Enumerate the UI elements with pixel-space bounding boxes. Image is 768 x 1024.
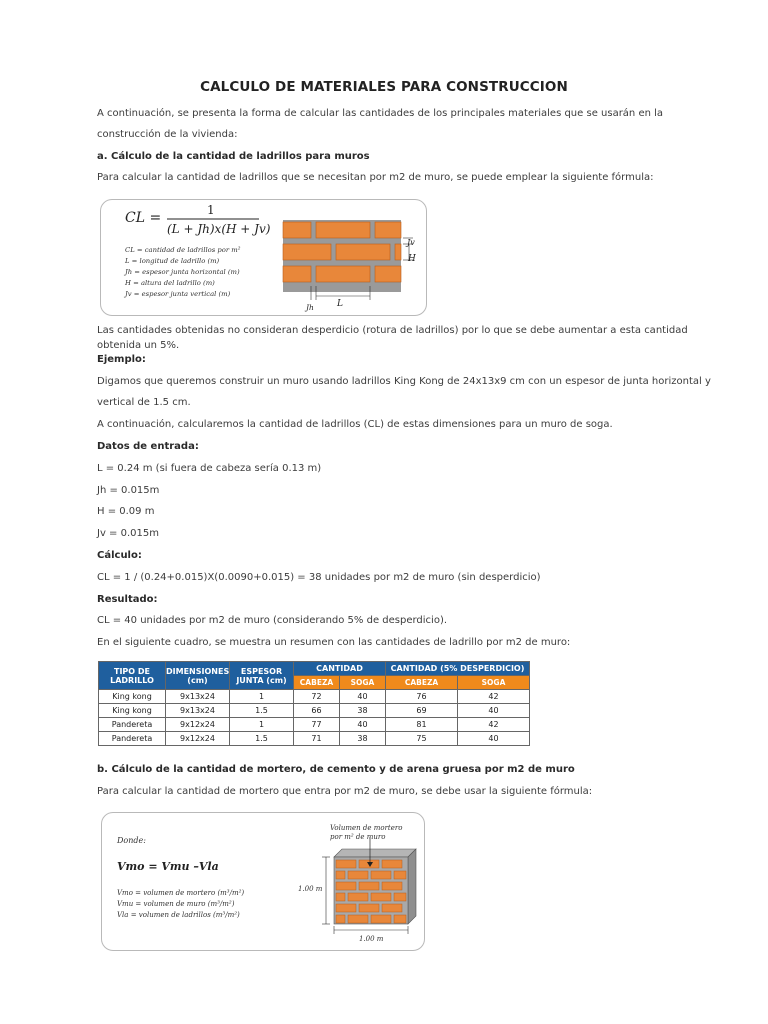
formula-lhs: CL = xyxy=(125,210,162,226)
def-l: L = longitud de ladrillo (m) xyxy=(125,257,220,265)
label-h: H xyxy=(408,254,416,264)
intro-line-2: construcción de la vivienda: xyxy=(97,129,238,140)
label-jh: Jh xyxy=(306,303,314,312)
wall-brick xyxy=(348,915,368,923)
wall-brick xyxy=(371,871,391,879)
brick-summary-table xyxy=(98,661,530,746)
section-a-text: Para calcular la cantidad de ladrillos que se necesitan por m2 de muro, se puede emplear la siguiente fórmula: xyxy=(97,172,654,183)
cell-espesor: 1 xyxy=(230,690,294,704)
table-row xyxy=(99,732,530,746)
donde-label: Donde: xyxy=(117,836,146,845)
wall-brick xyxy=(336,893,345,901)
section-b-heading: b. Cálculo de la cantidad de mortero, de cemento y de arena gruesa por m2 de muro xyxy=(97,764,575,775)
header-cantidad: CANTIDAD xyxy=(294,662,386,676)
mortar-formula-box xyxy=(101,812,425,951)
cell-cantidad-cabeza: 72 xyxy=(294,690,340,704)
brick-formula-figure xyxy=(101,200,426,315)
subheader-soga-desp: SOGA xyxy=(458,676,530,690)
cell-desperdicio-cabeza: 81 xyxy=(386,718,458,732)
subheader-cabeza: CABEZA xyxy=(294,676,340,690)
result-line: CL = 40 unidades por m2 de muro (considerando 5% de desperdicio). xyxy=(97,615,448,626)
mortar-formula-main: Vmo = Vmu –Vla xyxy=(117,860,219,873)
cell-espesor: 1 xyxy=(230,718,294,732)
wall-brick xyxy=(394,915,406,923)
mortar-formula-figure xyxy=(102,813,424,950)
wall-brick xyxy=(382,904,402,912)
cell-cantidad-cabeza: 66 xyxy=(294,704,340,718)
cell-dimensiones: 9x13x24 xyxy=(166,704,230,718)
example-line-2: vertical de 1.5 cm. xyxy=(97,397,191,408)
input-h: H = 0.09 m xyxy=(97,506,155,517)
input-l: L = 0.24 m (si fuera de cabeza sería 0.13 m) xyxy=(97,463,322,474)
def-vmu: Vmu = volumen de muro (m³/m²) xyxy=(117,900,235,908)
def-vla: Vla = volumen de ladrillos (m³/m²) xyxy=(117,911,240,919)
wall-brick xyxy=(336,904,356,912)
wall-brick xyxy=(348,871,368,879)
cell-cantidad-soga: 38 xyxy=(340,732,386,746)
cell-cantidad-cabeza: 77 xyxy=(294,718,340,732)
header-cantidad-desperdicio: CANTIDAD (5% DESPERDICIO) xyxy=(386,662,530,676)
brick-formula-box xyxy=(100,199,427,316)
cell-desperdicio-soga: 42 xyxy=(458,718,530,732)
wall-brick xyxy=(371,893,391,901)
def-h: H = altura del ladrillo (m) xyxy=(125,279,215,287)
document-title: CALCULO DE MATERIALES PARA CONSTRUCCION xyxy=(200,79,568,95)
cell-desperdicio-soga: 42 xyxy=(458,690,530,704)
calc-line: CL = 1 / (0.24+0.015)X(0.0090+0.015) = 38 unidades por m2 de muro (sin desperdicio) xyxy=(97,572,541,583)
label-jv: Jv xyxy=(407,238,415,247)
section-a-heading: a. Cálculo de la cantidad de ladrillos para muros xyxy=(97,151,370,162)
cell-tipo: Pandereta xyxy=(99,718,166,732)
wall-brick xyxy=(359,904,379,912)
cell-desperdicio-soga: 40 xyxy=(458,732,530,746)
cell-tipo: King kong xyxy=(99,690,166,704)
wall-3d-diagram xyxy=(298,824,416,943)
cell-espesor: 1.5 xyxy=(230,704,294,718)
cell-desperdicio-cabeza: 75 xyxy=(386,732,458,746)
formula-numerator: 1 xyxy=(207,203,215,217)
table-intro: En el siguiente cuadro, se muestra un resumen con las cantidades de ladrillo por m2 de muro: xyxy=(97,637,571,648)
section-b-text: Para calcular la cantidad de mortero que entra por m2 de muro, se debe usar la siguiente fórmula: xyxy=(97,786,593,797)
def-vmo: Vmo = volumen de mortero (m³/m²) xyxy=(117,889,245,897)
cell-tipo: Pandereta xyxy=(99,732,166,746)
cell-cantidad-cabeza: 71 xyxy=(294,732,340,746)
wall-brick xyxy=(336,882,356,890)
waste-note-line-2: obtenida un 5%. xyxy=(97,340,180,351)
cell-desperdicio-cabeza: 69 xyxy=(386,704,458,718)
cell-desperdicio-soga: 40 xyxy=(458,704,530,718)
example-line-3: A continuación, calcularemos la cantidad de ladrillos (CL) de estas dimensiones para un muro de soga. xyxy=(97,419,613,430)
cell-cantidad-soga: 40 xyxy=(340,690,386,704)
header-dimensiones: DIMENSIONES (cm) xyxy=(166,662,230,690)
def-jv: Jv = espesor junta vertical (m) xyxy=(125,290,231,298)
brick-wall-diagram xyxy=(283,220,416,312)
result-heading: Resultado: xyxy=(97,594,158,605)
calc-heading: Cálculo: xyxy=(97,550,142,561)
wall-brick xyxy=(336,915,345,923)
formula-denominator: (L + Jh)x(H + Jv) xyxy=(167,222,271,236)
width-label: 1.00 m xyxy=(359,935,384,943)
cell-desperdicio-cabeza: 76 xyxy=(386,690,458,704)
label-l: L xyxy=(337,299,343,309)
input-jv: Jv = 0.015m xyxy=(97,528,159,539)
volume-label-line-1: Volumen de mortero xyxy=(330,824,403,832)
volume-label-line-2: por m² de muro xyxy=(330,833,386,841)
subheader-soga: SOGA xyxy=(340,676,386,690)
cell-cantidad-soga: 38 xyxy=(340,704,386,718)
wall-brick xyxy=(394,871,406,879)
cell-dimensiones: 9x12x24 xyxy=(166,718,230,732)
header-espesor: ESPESOR JUNTA (cm) xyxy=(230,662,294,690)
wall-brick xyxy=(371,915,391,923)
cell-espesor: 1.5 xyxy=(230,732,294,746)
wall-brick xyxy=(359,882,379,890)
cell-dimensiones: 9x12x24 xyxy=(166,732,230,746)
cell-dimensiones: 9x13x24 xyxy=(166,690,230,704)
table-row xyxy=(99,704,530,718)
wall-brick xyxy=(336,860,356,868)
header-tipo: TIPO DE LADRILLO xyxy=(99,662,166,690)
wall-brick xyxy=(348,893,368,901)
def-cl: CL = cantidad de ladrillos por m² xyxy=(125,246,241,254)
waste-note-line-1: Las cantidades obtenidas no consideran desperdicio (rotura de ladrillos) por lo que se debe aumentar a esta cantidad xyxy=(97,325,688,336)
table-row xyxy=(99,690,530,704)
subheader-cabeza-desp: CABEZA xyxy=(386,676,458,690)
example-heading: Ejemplo: xyxy=(97,354,146,365)
wall-brick xyxy=(382,882,402,890)
table-row xyxy=(99,718,530,732)
input-heading: Datos de entrada: xyxy=(97,441,199,452)
wall-brick xyxy=(394,893,406,901)
cell-tipo: King kong xyxy=(99,704,166,718)
height-label: 1.00 m xyxy=(298,885,323,893)
wall-brick xyxy=(336,871,345,879)
input-jh: Jh = 0.015m xyxy=(97,485,160,496)
wall-brick xyxy=(382,860,402,868)
example-line-1: Digamos que queremos construir un muro usando ladrillos King Kong de 24x13x9 cm con un espesor de junta horizontal y xyxy=(97,376,711,387)
cell-cantidad-soga: 40 xyxy=(340,718,386,732)
intro-line-1: A continuación, se presenta la forma de calcular las cantidades de los principales materiales que se usarán en la xyxy=(97,108,664,119)
def-jh: Jh = espesor junta horizontal (m) xyxy=(125,268,240,276)
